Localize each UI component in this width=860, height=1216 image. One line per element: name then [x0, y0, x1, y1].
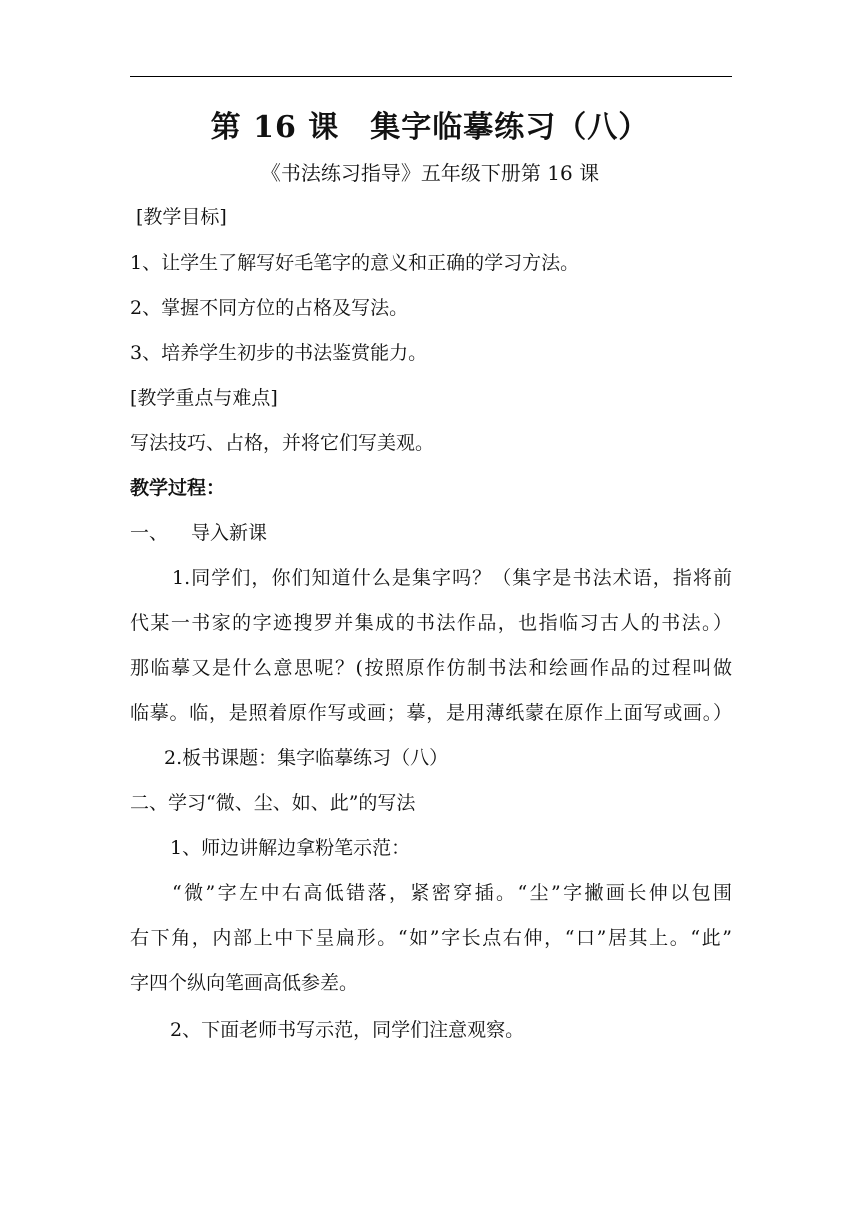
section2-heading: 二、学习“微、尘、如、此”的写法: [130, 792, 416, 814]
paragraph-line: 代某一书家的字迹搜罗并集成的书法作品，也指临习古人的书法。）: [130, 612, 732, 634]
step-1: 1、师边讲解边拿粉笔示范：: [170, 837, 411, 859]
paragraph-line: 字四个纵向笔画高低参差。: [130, 972, 359, 994]
paragraph-line: 那临摹又是什么意思呢？(按照原作仿制书法和绘画作品的过程叫做: [130, 657, 732, 679]
lesson-title: 第 16 课 集字临摹练习（八）: [210, 110, 650, 145]
step-2: 2、下面老师书写示范，同学们注意观察。: [170, 1019, 525, 1041]
section1-number: 一、: [130, 522, 169, 544]
objective-item: 1、让学生了解写好毛笔字的意义和正确的学习方法。: [130, 252, 580, 274]
paragraph-line: 右下角，内部上中下呈扁形。“如”字长点右伸，“口”居其上。“此”: [130, 927, 732, 949]
paragraph-line: 1.同学们，你们知道什么是集字吗？（集字是书法术语，指将前: [172, 567, 732, 589]
section1-title: 导入新课: [191, 522, 268, 544]
keypoints-text: 写法技巧、占格，并将它们写美观。: [130, 432, 435, 454]
paragraph-line: 临摹。临，是照着原作写或画；摹，是用薄纸蒙在原作上面写或画。）: [130, 702, 732, 724]
item-2: 2.板书课题：集字临摹练习（八）: [164, 747, 449, 769]
lesson-subtitle: 《书法练习指导》五年级下册第 16 课: [260, 161, 600, 185]
header-rule: [130, 76, 732, 77]
objective-item: 3、培养学生初步的书法鉴赏能力。: [130, 342, 428, 364]
process-heading: 教学过程：: [130, 477, 226, 499]
keypoints-heading: [教学重点与难点]: [130, 387, 278, 409]
paragraph-line: “微”字左中右高低错落，紧密穿插。“尘”字撇画长伸以包围: [172, 882, 732, 904]
objective-item: 2、掌握不同方位的占格及写法。: [130, 297, 409, 319]
objectives-heading: [教学目标]: [136, 206, 227, 228]
